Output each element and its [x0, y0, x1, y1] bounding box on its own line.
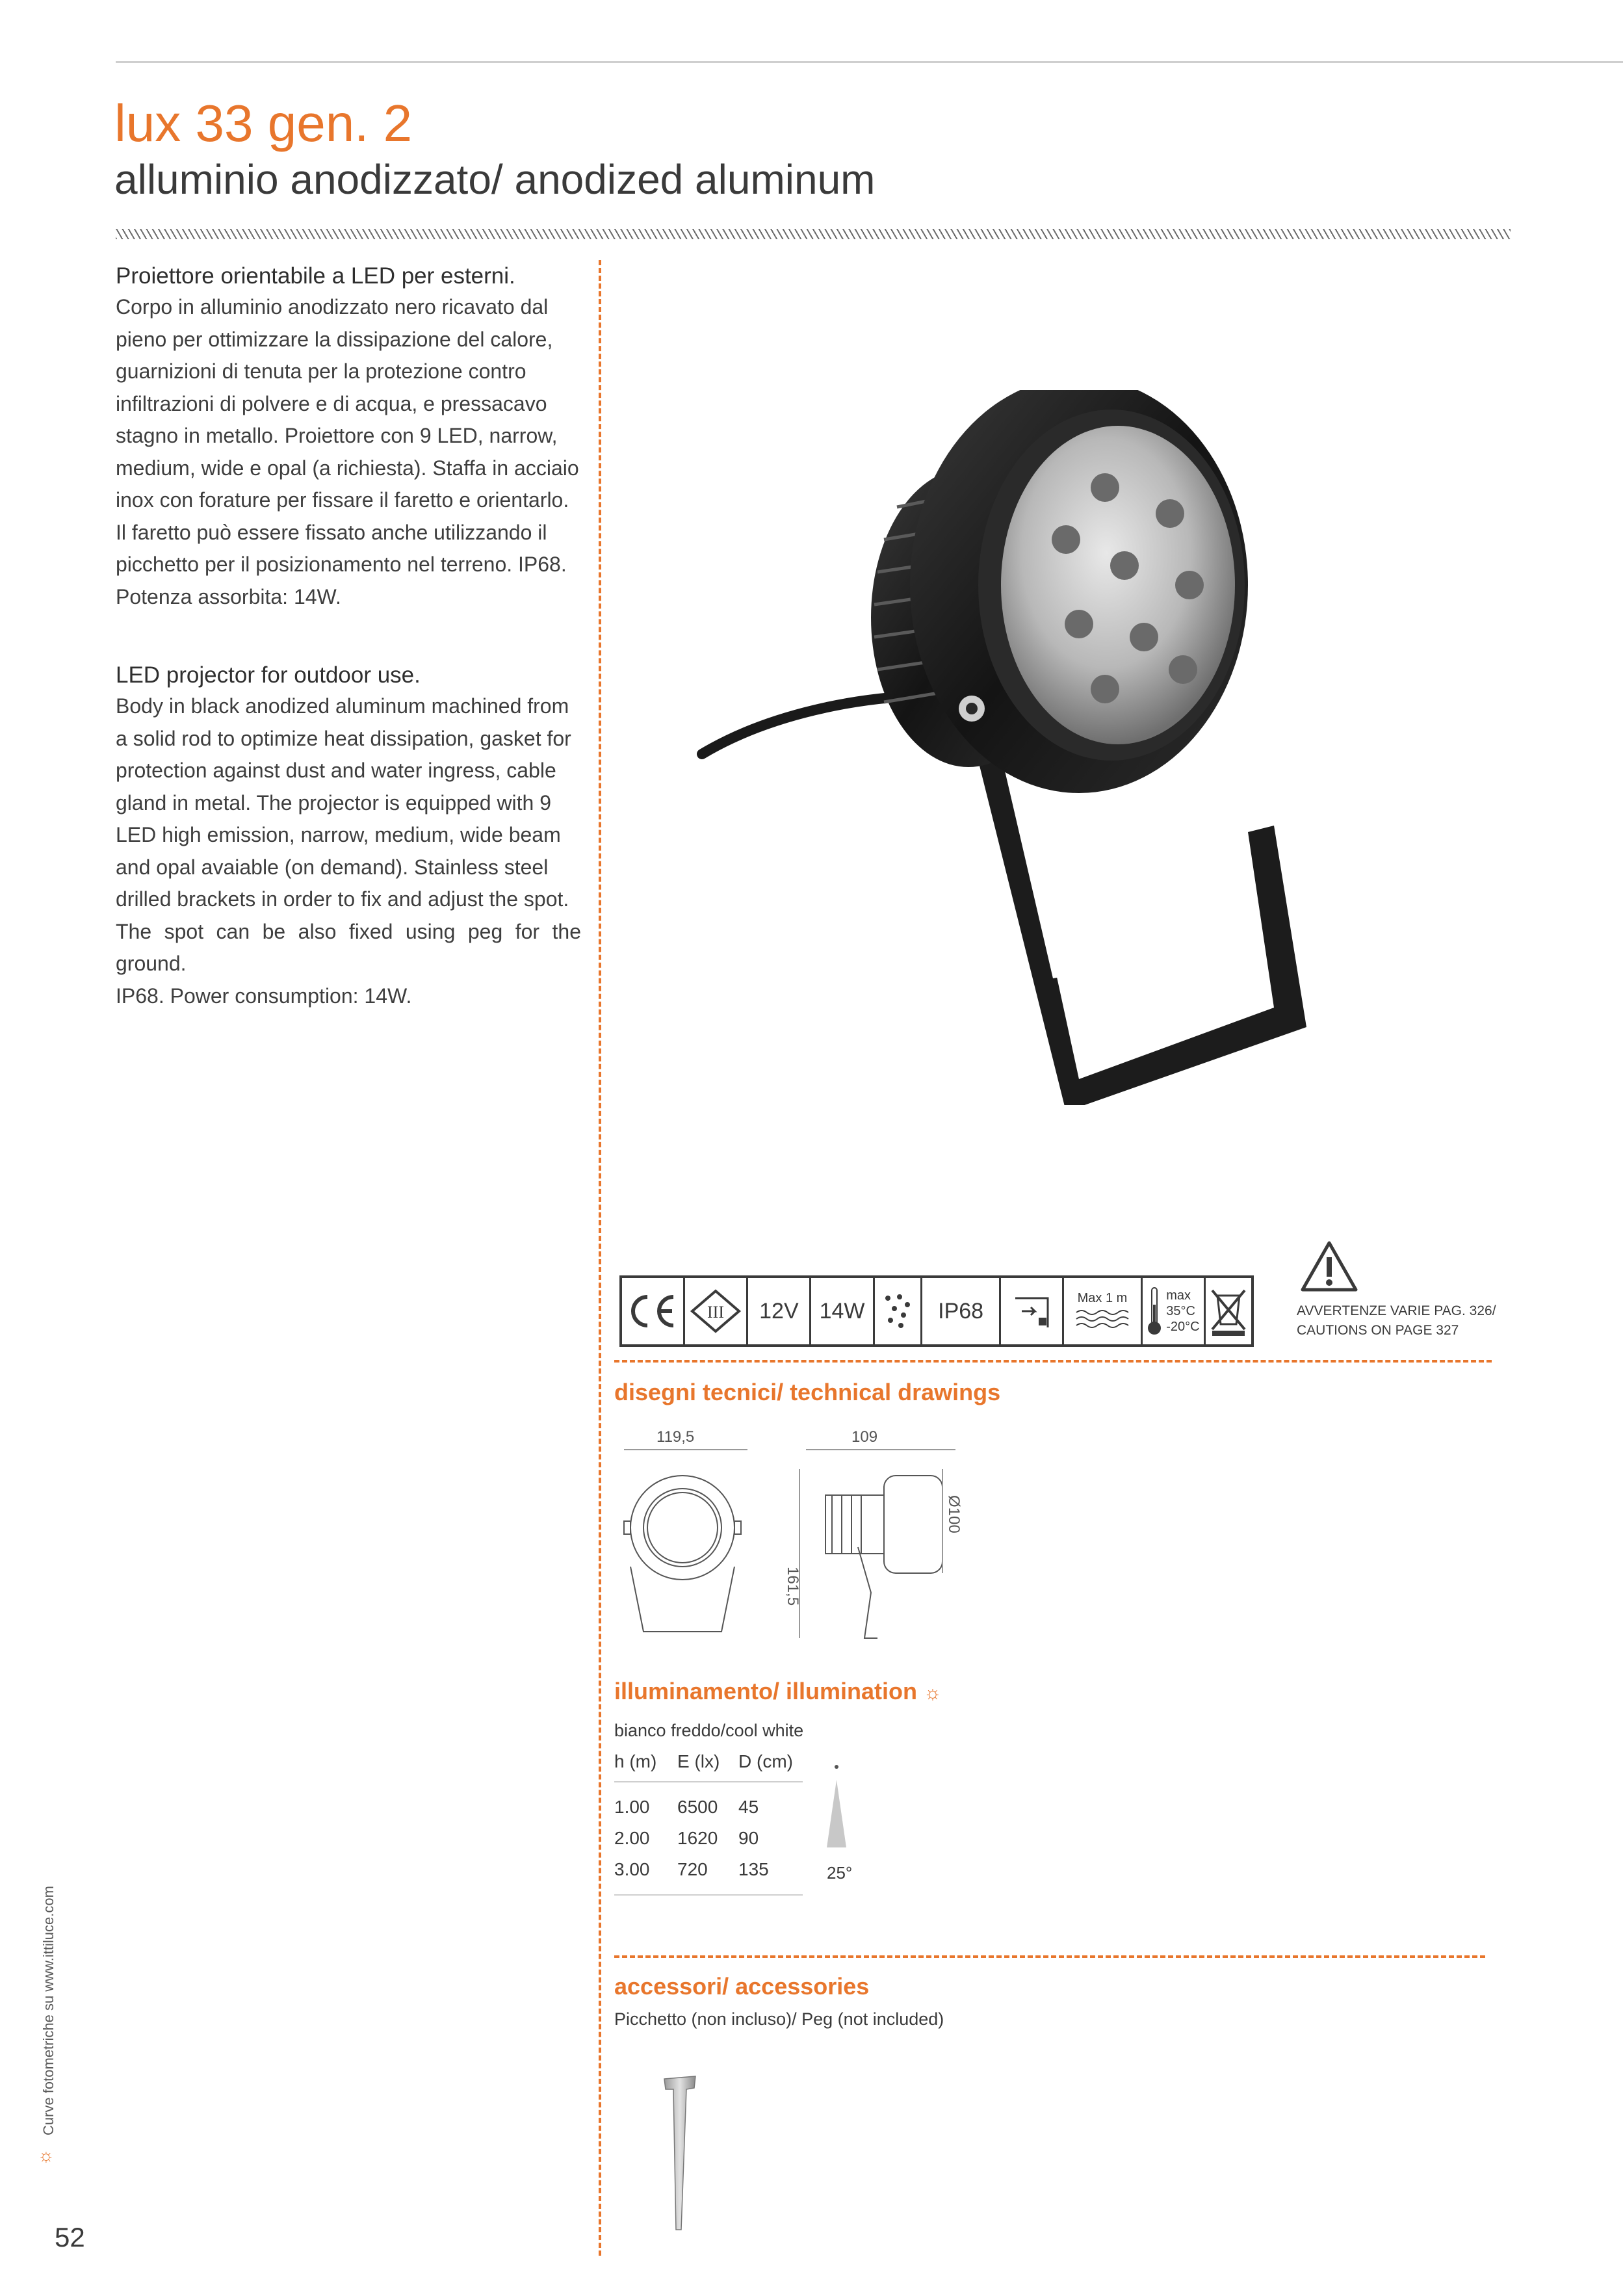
- description-it-body: [116, 291, 581, 613]
- product-subtitle: alluminio anodizzato/ anodized aluminum: [114, 156, 876, 203]
- table-cell: 135: [738, 1859, 769, 1879]
- peg-image: [658, 2074, 703, 2236]
- table-cell: 6500: [677, 1797, 718, 1817]
- max-depth-label: Max 1 m: [1077, 1290, 1128, 1305]
- description-en-body: [116, 690, 581, 1012]
- description-en: [116, 662, 581, 1012]
- sun-icon: ☼: [924, 1682, 942, 1704]
- temp-min: -20°C: [1166, 1320, 1200, 1334]
- power-label: 14W: [811, 1278, 874, 1344]
- text-line: picchetto per il posizionamento nel terreno. IP68.: [116, 553, 567, 576]
- column-header: E (lx): [677, 1751, 720, 1771]
- column-divider: [599, 260, 601, 2256]
- table-cell: 720: [677, 1859, 708, 1879]
- caution-line: AVVERTENZE VARIE PAG. 326/: [1297, 1303, 1496, 1318]
- column-header: D (cm): [738, 1751, 793, 1771]
- text-line: stagno in metallo. Proiettore con 9 LED, narrow,: [116, 424, 558, 447]
- top-rule: [116, 61, 1623, 63]
- text-line: pieno per ottimizzare la dissipazione del calore,: [116, 327, 553, 351]
- temp-max-caption: max: [1166, 1288, 1191, 1303]
- class-iii-icon: [685, 1278, 748, 1344]
- text-line: drilled brackets in order to fix and adjust the spot.: [116, 887, 569, 911]
- beam-cone-icon: [820, 1763, 853, 1854]
- beam-angle: 25°: [827, 1863, 853, 1883]
- table-cell: 90: [738, 1828, 759, 1848]
- text-line: infiltrazioni di polvere e di acqua, e pressacavo: [116, 391, 547, 415]
- product-photo: [689, 390, 1417, 1105]
- dim-width: 119,5: [656, 1428, 695, 1446]
- description-en-heading: LED projector for outdoor use.: [116, 662, 421, 688]
- table-cell: 45: [738, 1797, 759, 1817]
- illumination-title: [614, 1680, 942, 1703]
- table-cell: 1620: [677, 1828, 718, 1848]
- text-line: Corpo in alluminio anodizzato nero ricavato dal: [116, 295, 549, 319]
- glass-temp-icon: [1001, 1278, 1064, 1344]
- page-number: 52: [55, 2222, 85, 2252]
- text-line: a solid rod to optimize heat dissipation, gasket for: [116, 726, 571, 750]
- text-line: inox con forature per fissare il faretto e orientarlo.: [116, 488, 569, 512]
- technical-drawings-title: disegni tecnici/ technical drawings: [614, 1379, 1001, 1405]
- text-line: medium, wide e opal (a richiesta). Staffa in acciaio: [116, 456, 579, 480]
- temp-max: 35°C: [1166, 1304, 1195, 1318]
- technical-drawing: [617, 1424, 968, 1658]
- text-line: guarnizioni di tenuta per la protezione contro: [116, 359, 526, 383]
- ip68-label: IP68: [922, 1278, 1001, 1344]
- text-line: protection against dust and water ingress, cable: [116, 759, 556, 782]
- table-cell: 1.00: [614, 1797, 650, 1817]
- illumination-table: [614, 1751, 803, 1896]
- temperature-range: [1166, 1288, 1199, 1335]
- voltage-label: 12V: [748, 1278, 811, 1344]
- description-it: [116, 263, 581, 613]
- fire-resistance-icon: [875, 1278, 923, 1344]
- illumination-title-text: illuminamento/ illumination: [614, 1678, 918, 1704]
- column-header: h (m): [614, 1751, 657, 1771]
- accessory-item: Picchetto (non incluso)/ Peg (not included): [614, 2009, 944, 2029]
- text-line: Il faretto può essere fissato anche utilizzando il: [116, 520, 547, 544]
- text-line: Body in black anodized aluminum machined from: [116, 694, 569, 718]
- weee-bin-icon: [1206, 1278, 1251, 1344]
- section-divider: [614, 1955, 1485, 1958]
- dim-diameter: Ø100: [945, 1495, 963, 1533]
- text-line: Potenza assorbita: 14W.: [116, 584, 341, 608]
- certification-strip: [619, 1275, 1254, 1347]
- svg-text:III: III: [707, 1303, 725, 1322]
- table-rule: [614, 1781, 803, 1782]
- side-note: Curve fotometriche su www.ittiluce.com: [40, 1886, 57, 2135]
- text-line: gland in metal. The projector is equipped with 9: [116, 790, 552, 815]
- ce-mark-icon: [622, 1278, 685, 1344]
- table-row: [614, 1828, 803, 1859]
- immersion-icon: [1064, 1278, 1143, 1344]
- text-line: and opal avaiable (on demand). Stainless steel: [116, 855, 549, 879]
- caution-note: [1297, 1301, 1496, 1340]
- sun-icon-small: ☼: [38, 2145, 55, 2165]
- warning-triangle-icon: [1300, 1240, 1358, 1292]
- table-row: [614, 1859, 803, 1890]
- table-row: [614, 1797, 803, 1828]
- text-line: The spot can be also fixed using peg for the ground.: [116, 919, 581, 975]
- product-title: lux 33 gen. 2: [114, 94, 413, 152]
- caution-line: CAUTIONS ON PAGE 327: [1297, 1323, 1459, 1338]
- text-line: LED high emission, narrow, medium, wide beam: [116, 823, 561, 846]
- dim-height: 161,5: [784, 1567, 801, 1606]
- accessories-title: accessori/ accessories: [614, 1973, 870, 2000]
- light-type: bianco freddo/cool white: [614, 1721, 804, 1740]
- text-line: IP68. Power consumption: 14W.: [116, 984, 412, 1008]
- dim-depth: 109: [851, 1428, 878, 1446]
- section-divider: [614, 1360, 1492, 1363]
- thermometer-icon: [1143, 1278, 1206, 1344]
- hatch-divider: [116, 229, 1511, 239]
- table-cell: 3.00: [614, 1859, 650, 1879]
- description-it-heading: Proiettore orientabile a LED per esterni.: [116, 263, 515, 289]
- table-rule: [614, 1894, 803, 1896]
- table-header: [614, 1751, 803, 1781]
- table-cell: 2.00: [614, 1828, 650, 1848]
